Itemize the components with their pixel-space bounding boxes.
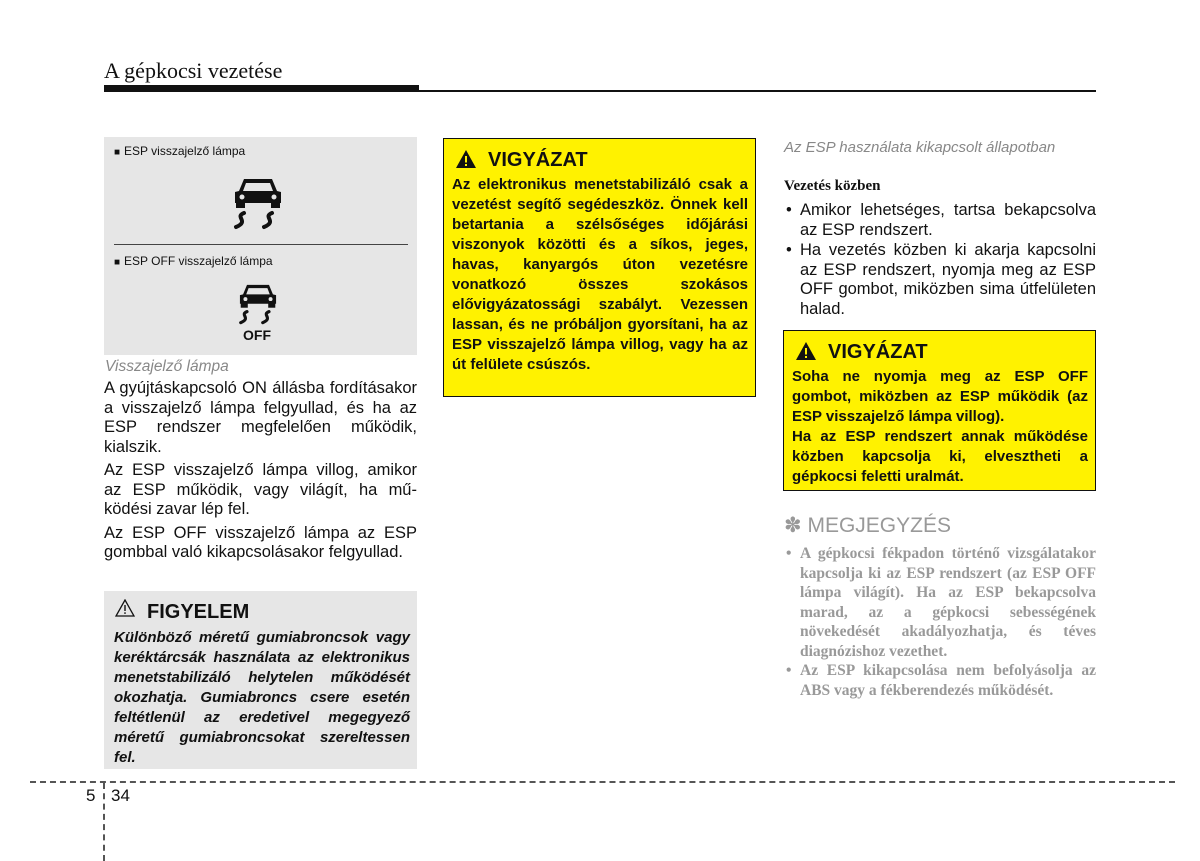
vigyazat-paragraph: Soha ne nyomja meg az ESP OFF gombot, miközben az ESP működik (az ESP visszajelző lámpa villog). [792, 368, 1088, 425]
panel-divider [114, 244, 408, 245]
body-paragraph: Az ESP visszajelző lámpa villog, amikor az ESP működik, vagy világít, ha működési zavar lép fel. [104, 461, 417, 518]
indicator-caption: Visszajelző lámpa [105, 358, 229, 375]
esp-off-lamp-label: ■ ESP OFF visszajelző lámpa [114, 254, 273, 268]
footer-dashed-vertical [103, 783, 105, 861]
vigyazat-text: Az elektronikus menetstabilizáló csak a vezetést segítő segédeszköz. Önnek kell betartania a szélsőséges időjárási viszonyok közötti és a síkos, jeges, havas, kanyargós úton vezetésre vonatkozó összes szokásos elővigyázatossági szabályt. Vezessen lassan, és ne próbáljon gyorsítani, ha az ESP visszajelző lámpa villog, vagy ha az út felülete csúszós. [452, 176, 748, 373]
vigyazat-title: VIGYÁZAT [828, 341, 928, 363]
vigyazat-box-esp [443, 138, 756, 397]
warning-outline-icon [115, 599, 135, 617]
vigyazat-title: VIGYÁZAT [488, 149, 588, 171]
vigyazat-paragraph: Ha az ESP rendszert annak működése közben kapcsolja ki, elvesztheti a gépkocsi feletti uralmát. [792, 428, 1088, 485]
list-item: • Amikor lehetséges, tartsa bekapcsolva az ESP rendszert. [784, 201, 1096, 240]
header-rule-thin [419, 90, 1096, 92]
header-rule-thick [104, 85, 419, 92]
figyelem-text: Különböző méretű gumiabroncsok vagy keréktárcsák használata az elektronikus menetstabilizáló helytelen működését okozhatja. Gumiabroncs csere esetén feltétlenül az eredetivel megegyező méretű gumiabroncsokat szereltessen fel. [114, 629, 410, 766]
list-item: • A gépkocsi fékpadon történő vizsgálatakor kapcsolja ki az ESP rendszert (az ESP OFF lámpa világít). Ha az ESP bekapcsolva marad, az a gépkocsi sebességének növekedését akadályozhatja, és téves diagnózishoz vezethet. [784, 544, 1096, 661]
note-title: ✽ MEGJEGYZÉS [784, 514, 951, 537]
figyelem-notice-box [104, 591, 417, 769]
note-asterisk-icon: ✽ [784, 514, 802, 537]
body-paragraph: A gyújtáskapcsoló ON állásba fordításakor a visszajelző lámpa felgyullad, és ha az ESP rendszer megfelelően működik, kialszik. [104, 379, 417, 456]
warning-filled-icon [455, 149, 477, 169]
vigyazat-box-esp-off [783, 330, 1096, 491]
subsection-title: Vezetés közben [784, 178, 881, 194]
footer-dashed-rule [30, 781, 1175, 783]
page-number: 34 [111, 786, 130, 805]
esp-off-skid-car-icon [236, 280, 280, 326]
chapter-number: 5 [86, 786, 96, 805]
esp-lamp-label: ■ ESP visszajelző lámpa [114, 144, 246, 158]
indicator-lamp-panel [104, 137, 417, 355]
note-list [784, 544, 1096, 700]
list-item: • Ha vezetés közben ki akarja kapcsolni az ESP rendszert, nyomja meg az ESP OFF gombot, miközben sima útfelületen halad. [784, 241, 1096, 319]
esp-skid-car-icon [230, 173, 286, 231]
off-icon-text: OFF [243, 327, 271, 343]
indicator-description [104, 379, 417, 567]
section-title: Az ESP használata kikapcsolt állapotban [784, 139, 1056, 156]
warning-filled-icon [795, 341, 817, 361]
body-paragraph: Az ESP OFF visszajelző lámpa az ESP gombbal való kikapcsolásakor felgyullad. [104, 523, 417, 561]
driving-bullets [784, 201, 1096, 320]
vigyazat-text [792, 367, 1088, 487]
page-header-title: A gépkocsi vezetése [104, 58, 283, 83]
list-item: • Az ESP kikapcsolása nem befolyásolja az ABS vagy a fékberendezés működését. [784, 661, 1096, 700]
figyelem-title: FIGYELEM [147, 601, 250, 623]
